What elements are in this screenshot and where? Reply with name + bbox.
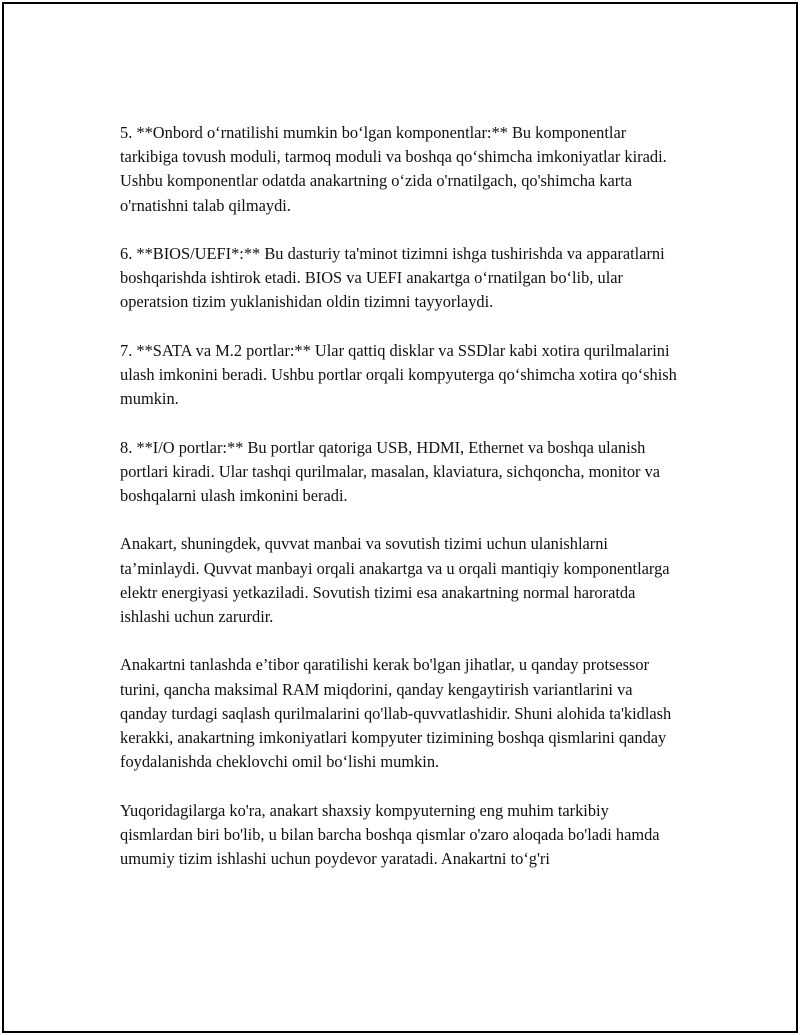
document-body <box>120 121 680 871</box>
paragraph-conclusion: Yuqoridagilarga ko'ra, anakart shaxsiy kompyuterning eng muhim tarkibiy qismlardan biri bo'lib, u bilan barcha boshqa qismlar o'zaro aloqada bo'ladi hamda umumiy tizim ishlashi uchun poydevor yaratadi. Anakartni to‘g'ri <box>120 800 660 868</box>
paragraph-choosing-motherboard: Anakartni tanlashda e’tibor qaratilishi kerak bo'lgan jihatlar, u qanday protsessor turini, qancha maksimal RAM miqdorini, qanday kengaytirish variantlarini va qanday turdagi saqlash qurilmalarini qo'llab-quvvatlashidir. Shuni alohida ta'kidlash kerakki, anakartning imkoniyatlari kompyuter tizimining boshqa qismlarini qanday foydalanishda cheklovchi omil bo‘lishi mumkin. <box>120 655 672 772</box>
paragraph-io-ports: 8. **I/O portlar:** Bu portlar qatoriga USB, HDMI, Ethernet va boshqa ulanish portlari kiradi. Ular tashqi qurilmalar, masalan, klaviatura, sichqoncha, monitor va boshqalarni ulash imkonini beradi. <box>120 437 661 505</box>
paragraph-bios-uefi: 6. **BIOS/UEFI*:** Bu dasturiy ta'minot tizimni ishga tushirishda va apparatlarni boshqarishda ishtirok etadi. BIOS va UEFI anakartga o‘rnatilgan bo‘lib, ular operatsion tizim yuklanishidan oldin tizimni tayyorlaydi. <box>120 244 665 312</box>
paragraph-onboard-components: 5. **Onbord o‘rnatilishi mumkin bo‘lgan komponentlar:** Bu komponentlar tarkibiga tovush moduli, tarmoq moduli va boshqa qo‘shimcha imkoniyatlar kiradi. Ushbu komponentlar odatda anakartning o‘zida o'rnatilgach, qo'shimcha karta o'rnatishni talab qilmaydi. <box>120 123 667 215</box>
paragraph-sata-m2-ports: 7. **SATA va M.2 portlar:** Ular qattiq disklar va SSDlar kabi xotira qurilmalarini ulash imkonini beradi. Ushbu portlar orqali kompyuterga qo‘shimcha xotira qo‘shish mumkin. <box>120 340 677 409</box>
paragraph-power-cooling: Anakart, shuningdek, quvvat manbai va sovutish tizimi uchun ulanishlarni ta’minlaydi. Quvvat manbayi orqali anakartga va u orqali mantiqiy komponentlarga elektr energiyasi yetkaziladi. Sovutish tizimi esa anakartning normal haroratda ishlashi uchun zarurdir. <box>120 534 670 626</box>
page-frame <box>2 2 798 1033</box>
